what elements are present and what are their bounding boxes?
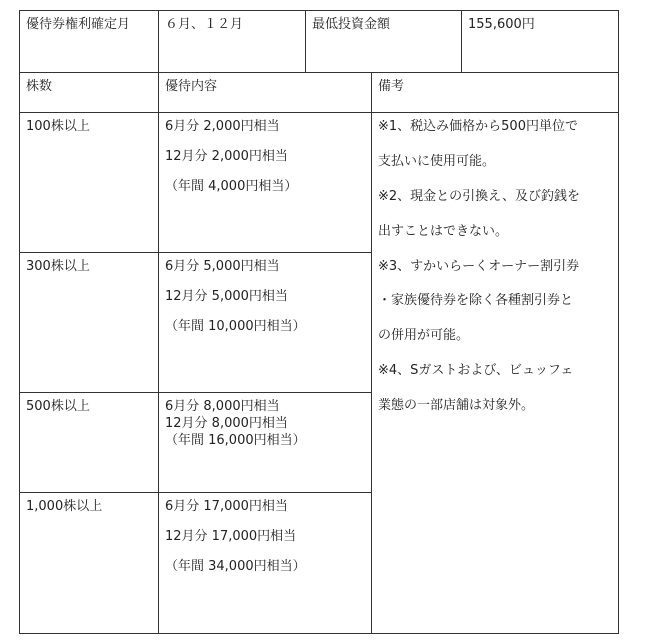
tier-annual-benefit: （年間 10,000円相当） <box>165 318 306 334</box>
note-line: ※3、すかいらーくオーナー割引券 <box>378 258 580 274</box>
content-header: 優待内容 <box>165 79 218 94</box>
rights-month-label-cell <box>19 10 159 73</box>
tier-shares-cell <box>19 392 159 493</box>
tier-shares-cell <box>19 492 159 634</box>
shareholder-benefits-table <box>19 10 619 634</box>
tier-content-cell <box>158 492 372 634</box>
tier-content-cell <box>158 112 372 253</box>
tier-december-benefit: 12月分 5,000円相当 <box>165 288 288 304</box>
shares-header: 株数 <box>26 79 53 94</box>
notes-header: 備考 <box>378 79 405 94</box>
min-investment-value-cell <box>461 10 619 73</box>
tier-content-cell <box>158 392 372 493</box>
note-line: ・家族優待券を除く各種割引券と <box>378 293 574 309</box>
tier-shares: 100株以上 <box>26 119 90 134</box>
tier-annual-benefit: （年間 34,000円相当） <box>165 558 306 574</box>
content-header-cell <box>158 72 372 113</box>
tier-december-benefit: 12月分 17,000円相当 <box>165 528 297 544</box>
tier-shares: 1,000株以上 <box>26 499 103 514</box>
min-investment-value: 155,600円 <box>468 17 535 32</box>
tier-content-cell <box>158 252 372 393</box>
tier-december-benefit: 12月分 2,000円相当 <box>165 148 288 164</box>
rights-month-value: ６月、１２月 <box>165 17 244 32</box>
rights-month-label: 優待券権利確定月 <box>26 17 131 32</box>
notes-header-cell <box>371 72 619 113</box>
note-line: 出すことはできない。 <box>378 223 509 239</box>
min-investment-label-cell <box>305 10 462 73</box>
tier-june-benefit: 6月分 8,000円相当 <box>165 399 280 414</box>
note-line: ※2、現金との引換え、及び釣銭を <box>378 188 580 204</box>
tier-june-benefit: 6月分 2,000円相当 <box>165 119 280 134</box>
tier-annual-benefit: （年間 4,000円相当） <box>165 178 298 194</box>
shares-header-cell <box>19 72 159 113</box>
note-line: 業態の一部店舗は対象外。 <box>378 398 535 414</box>
min-investment-label: 最低投資金額 <box>312 17 391 32</box>
tier-shares: 500株以上 <box>26 399 90 414</box>
tier-annual-benefit: （年間 16,000円相当） <box>165 432 306 448</box>
tier-shares-cell <box>19 252 159 393</box>
notes-cell <box>371 112 619 634</box>
tier-june-benefit: 6月分 17,000円相当 <box>165 499 288 514</box>
note-line: ※4、Sガストおよび、ビュッフェ <box>378 363 574 379</box>
note-line: ※1、税込み価格から500円単位で <box>378 119 578 134</box>
tier-shares: 300株以上 <box>26 259 90 274</box>
tier-june-benefit: 6月分 5,000円相当 <box>165 259 280 274</box>
tier-shares-cell <box>19 112 159 253</box>
tier-december-benefit: 12月分 8,000円相当 <box>165 415 288 431</box>
rights-month-value-cell <box>158 10 306 73</box>
note-line: 支払いに使用可能。 <box>378 153 496 169</box>
note-line: の併用が可能。 <box>378 328 470 344</box>
